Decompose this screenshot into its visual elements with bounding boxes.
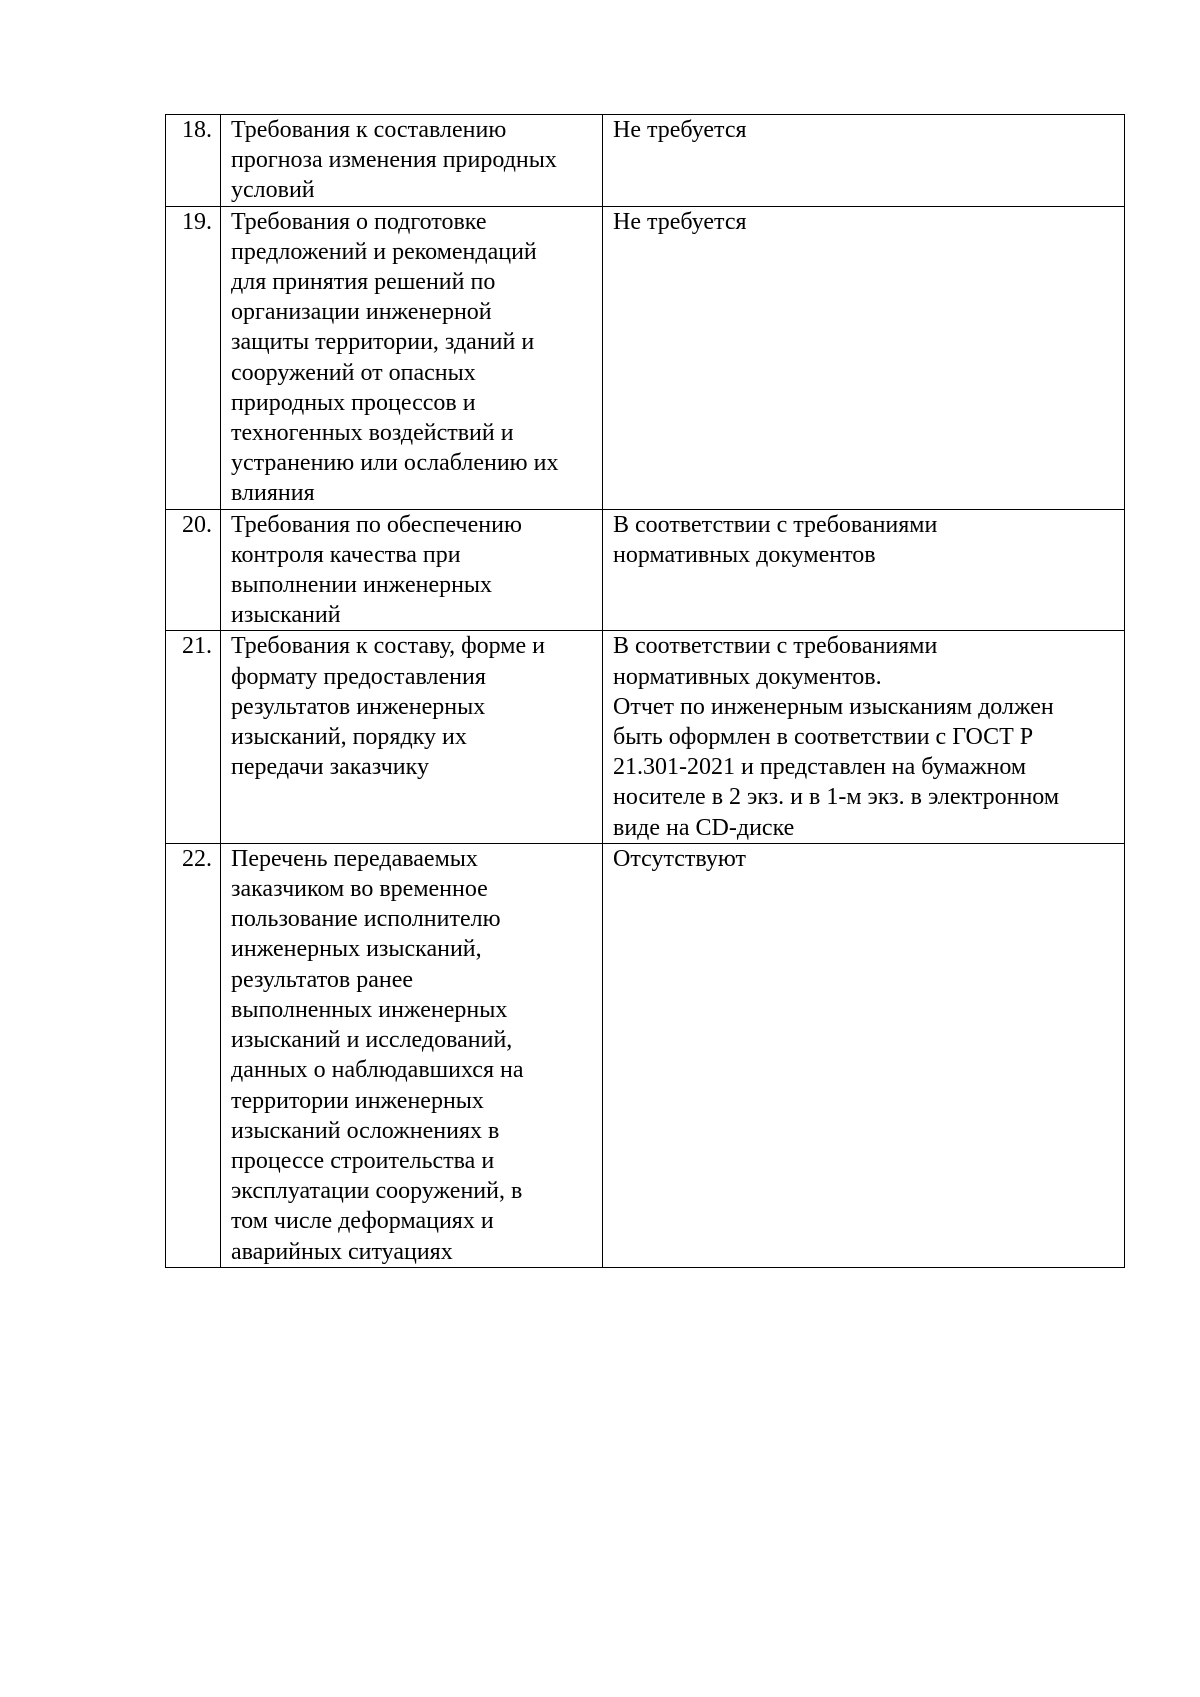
requirement-line: выполнении инженерных	[231, 572, 493, 599]
table-row	[166, 509, 1125, 631]
requirement-line: территории инженерных	[231, 1087, 484, 1114]
row-number-text: 20.	[182, 511, 212, 538]
requirement-line: формату предоставления	[231, 663, 486, 690]
requirement-line: пользование исполнителю	[231, 906, 501, 933]
value-cell	[603, 509, 1125, 631]
requirement-line: том числе деформациях и	[231, 1208, 494, 1235]
requirement-line: контроля качества при	[231, 541, 461, 568]
requirement-cell	[221, 843, 603, 1267]
requirement-cell	[221, 115, 603, 207]
requirement-line: эксплуатации сооружений, в	[231, 1178, 523, 1205]
requirement-line: Требования к составу, форме и	[231, 633, 545, 660]
requirement-line: заказчиком во временное	[231, 876, 488, 903]
requirement-line: изысканий осложнениях в	[231, 1117, 500, 1144]
row-number-text: 21.	[182, 633, 212, 660]
requirement-line: условий	[231, 177, 315, 204]
row-number-text: 18.	[182, 117, 212, 143]
value-line: нормативных документов.	[613, 663, 882, 690]
value-line: 21.301-2021 и представлен на бумажном	[613, 754, 1027, 781]
value-line: носителе в 2 экз. и в 1-м экз. в электронном	[613, 784, 1060, 811]
requirement-cell	[221, 206, 603, 509]
requirement-line: сооружений от опасных	[231, 359, 476, 386]
table-row	[166, 206, 1125, 509]
requirement-line: Требования о подготовке	[231, 208, 487, 235]
requirement-line: для принятия решений по	[231, 269, 496, 296]
requirement-line: изысканий и исследований,	[231, 1027, 513, 1054]
requirement-cell	[221, 509, 603, 631]
requirement-line: прогноза изменения природных	[231, 147, 557, 174]
requirement-line: техногенных воздействий и	[231, 420, 514, 447]
requirement-line: изысканий, порядку их	[231, 724, 467, 751]
requirement-line: организации инженерной	[231, 299, 492, 326]
requirement-line: выполненных инженерных	[231, 996, 508, 1023]
value-cell	[603, 206, 1125, 509]
requirement-line: аварийных ситуациях	[231, 1238, 453, 1265]
requirements-table-body	[166, 115, 1125, 1268]
requirement-line: природных процессов и	[231, 389, 476, 416]
table-row	[166, 631, 1125, 843]
requirement-line: Требования по обеспечению	[231, 511, 522, 538]
row-number-text: 22.	[182, 845, 212, 872]
requirements-table	[165, 114, 1125, 1268]
requirement-line: защиты территории, зданий и	[231, 329, 535, 356]
row-number	[166, 115, 221, 207]
value-line: Отсутствуют	[613, 845, 746, 872]
requirement-line: инженерных изысканий,	[231, 936, 482, 963]
row-number	[166, 509, 221, 631]
table-row	[166, 115, 1125, 207]
row-number-text: 19.	[182, 208, 212, 235]
requirement-line: результатов инженерных	[231, 693, 486, 720]
row-number	[166, 631, 221, 843]
value-line: Не требуется	[613, 117, 747, 143]
value-cell	[603, 115, 1125, 207]
requirement-line: результатов ранее	[231, 966, 413, 993]
value-line: виде на CD-диске	[613, 814, 795, 841]
value-line: В соответствии с требованиями	[613, 511, 938, 538]
requirement-line: устранению или ослаблению их	[231, 450, 559, 477]
table-row	[166, 843, 1125, 1267]
requirement-line: передачи заказчику	[231, 754, 429, 781]
requirement-cell	[221, 631, 603, 843]
requirement-line: предложений и рекомендаций	[231, 238, 537, 265]
requirement-line: данных о наблюдавшихся на	[231, 1057, 524, 1084]
value-cell	[603, 631, 1125, 843]
row-number	[166, 843, 221, 1267]
row-number	[166, 206, 221, 509]
value-line: В соответствии с требованиями	[613, 633, 938, 660]
requirement-line: процессе строительства и	[231, 1147, 495, 1174]
value-line: Не требуется	[613, 208, 747, 235]
value-line: быть оформлен в соответствии с ГОСТ Р	[613, 724, 1034, 751]
requirement-line: Требования к составлению	[231, 117, 507, 143]
value-line: Отчет по инженерным изысканиям должен	[613, 693, 1054, 720]
requirement-line: изысканий	[231, 602, 341, 629]
value-line: нормативных документов	[613, 541, 876, 568]
requirement-line: влияния	[231, 480, 315, 507]
value-cell	[603, 843, 1125, 1267]
requirement-line: Перечень передаваемых	[231, 845, 478, 872]
